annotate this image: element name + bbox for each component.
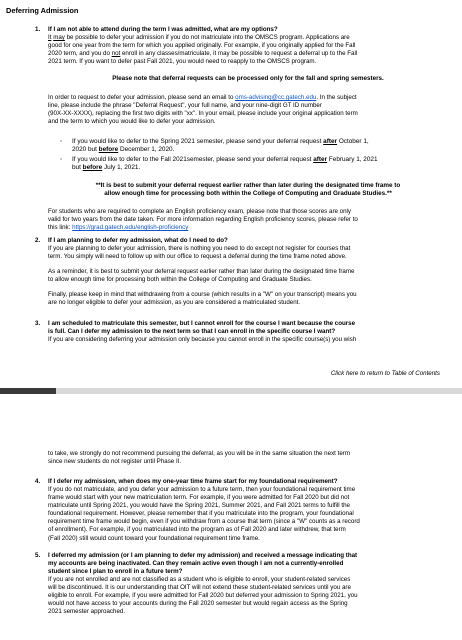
- q1-best-note: **It is best to submit your deferral request earlier rather than later during the designated time frame to allow enough time for processing both within the College of Computing and Graduate Studies.**: [95, 182, 401, 198]
- q1-para2: [48, 94, 358, 126]
- q5-para: If you are not enrolled and are not classified as a student who is eligible to enroll, your student-related services will be discontinued. It is our understanding that OIT will not extend these student-related services until you are eligible to enroll. For example, if you were admitted for Fall 2020 but deferred your admission to Spring 2021, you would not have access to your accounts during the Fall 2020 semester but would regain access as the Spring 2021 semester approached.: [48, 576, 358, 616]
- q1-number: 1.: [35, 26, 41, 33]
- table-of-contents-link[interactable]: Click here to return to Table of Contents: [330, 370, 440, 377]
- page-separator: [0, 388, 462, 394]
- document-page-2: [0, 448, 462, 640]
- q1-note: Please note that deferral requests can be processed only for the fall and spring semesters.: [112, 75, 384, 82]
- q1-para1-line: good for one year from the term for which you applied originally. For example, if you originally applied for the Fall: [48, 42, 356, 50]
- q5-number: 5.: [35, 552, 41, 559]
- q1-para2-line: In order to request to defer your admission, please send an email to oms-advising@cc.gatech.edu. In the subject: [48, 94, 357, 101]
- english-proficiency-link[interactable]: https://grad.gatech.edu/english-proficiency: [72, 224, 189, 232]
- q1-para1-line: 2021 term. If you want to defer past Fall 2021, you would need to reapply to the OMSCS program.: [48, 58, 317, 66]
- q2-number: 2.: [35, 237, 41, 244]
- page-separator-dark: [0, 388, 56, 394]
- bullet-spring: ◦ If you would like to defer to the Spring 2021 semester, please send your deferral request after October 1, 2020 but before December 1, 2020.: [60, 138, 369, 153]
- q4-para: If you do not matriculate, and you defer your admission to a future term, then your foundational requirement time frame would start with your new matriculation term. For example, if you were admitted for Fall 2020 but did not matriculate until Spring 2021, you would have the Spring 2021, Summer 2021, and Fall 2021 terms to fulfill the foundational requirement. However, please remember that if you matriculate into the program, your foundational requirement time frame would begin, even if you withdraw from a course that term (since a "W" counts as a record of enrollment). For example, if you matriculated into the program as of Fall 2020 and later withdrew, that term (Fall 2020) still would count toward your foundational requirement time frame.: [48, 486, 360, 542]
- bullet-marker: ◦: [60, 138, 63, 145]
- q3-number: 3.: [35, 320, 41, 327]
- q3-question: I am scheduled to matriculate this semester, but I cannot enroll for the course I want because the course is full. Can I defer my admission to the next term so that I can enroll in the specific course I want?: [48, 320, 356, 336]
- q1-para1-line: It may be possible to defer your admission if you do not matriculate into the OMSCS program. Applications are: [48, 34, 350, 41]
- q2-para3: Finally, please keep in mind that withdrawing from a course (which results in a "W" on your transcript) means you are no longer eligible to defer your admission, as you are considered a matriculated student.: [48, 291, 357, 307]
- q1-para1: [48, 34, 357, 66]
- section-title: Deferring Admission: [6, 6, 79, 15]
- q1-question: If I am not able to attend during the term I was admitted, what are my options?: [48, 26, 278, 33]
- q3-continued: to take, we strongly do not recommend pursuing the deferral, as you will be in the same situation the next term since new students do not register until Phase II.: [48, 450, 350, 466]
- q2-para2: As a reminder, it is best to submit your deferral request earlier rather than later during the designated time frame to allow enough time for processing both within the College of Computing and Graduate Studies.: [48, 268, 355, 284]
- advising-email-link[interactable]: oms-advising@cc.gatech.edu: [235, 94, 317, 101]
- q4-question: If I defer my admission, when does my one-year time frame start for my foundational requirement?: [48, 478, 338, 485]
- page-break: [0, 388, 462, 448]
- q1-para2-line: (90X-XX-XXXX), replacing the first two digits with "xx". In your email, please include your original application term: [48, 110, 358, 118]
- bullet-fall: ◦ If you would like to defer to the Fall 2021semester, please send your deferral request after February 1, 2021 but before July 1, 2021.: [60, 156, 378, 171]
- q2-question: If I am planning to defer my admission, what do I need to do?: [48, 237, 228, 244]
- q4-number: 4.: [35, 478, 41, 485]
- q1-para2-line: and the term to which you would like to defer your admission.: [48, 118, 216, 126]
- q5-question: I deferred my admission (or I am planning to defer my admission) and received a message indicating that my accounts are being inactivated. Can they remain active even though I am not a currently-enrolled student since I plan to enroll in a future term?: [48, 552, 358, 576]
- q3-para: If you are considering deferring your admission only because you cannot enroll in the specific course(s) you wish: [48, 336, 357, 343]
- q1-para3: For students who are required to complete an English proficiency exam, please note that those scores are only valid for two years from the date taken. For more information regarding English proficiency scores, please refer to this link: https://grad.gatech.edu/english-proficiency: [48, 208, 358, 232]
- q2-para1: If you are planning to defer your admission, there is nothing you need to do except not register for courses that term. You simply will need to follow up with our office to request a deferral during the time frame noted above.: [48, 245, 351, 261]
- bullet-marker: ◦: [60, 156, 63, 163]
- q1-para2-line: line, please include the phrase "Deferral Request", your full name, and your nine-digit GT ID number: [48, 102, 322, 110]
- q1-para1-line: 2020 term, and you do not enroll in any classes/matriculate, it may be possible to request a deferral up to the Fall: [48, 50, 358, 58]
